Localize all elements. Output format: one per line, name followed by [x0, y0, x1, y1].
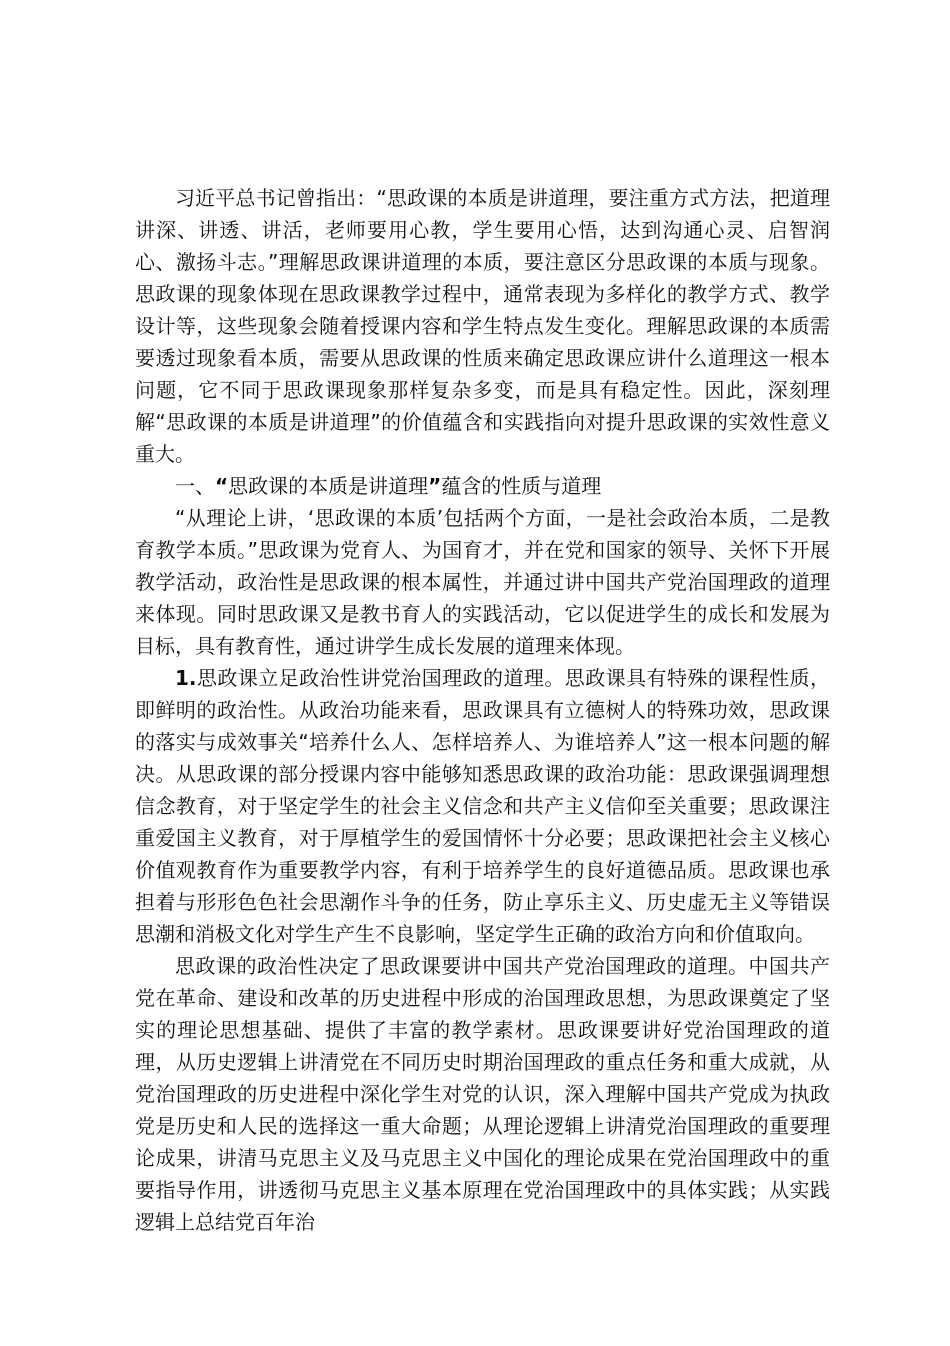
heading-suffix: 蕴含的性质与道理	[441, 474, 602, 498]
paragraph-governance: 思政课的政治性决定了思政课要讲中国共产党治国理政的道理。中国共产党在革命、建设和改革的历史进程中形成的治国理政思想，为思政课奠定了坚实的理论思想基础、提供了丰富的教学素材。思政课要讲好党治国理政的道理，从历史逻辑上讲清党在不同历史时期治国理政的重点任务和重大成就，从党治国理政的历史进程中深化学生对党的认识，深入理解中国共产党成为执政党是历史和人民的选择这一重大命题；从理论逻辑上讲清党治国理政的重要理论成果，讲清马克思主义及马克思主义中国化的理论成果在党治国理政中的重要指导作用，讲透彻马克思主义基本原理在党治国理政中的具体实践；从实践逻辑上总结党百年治	[135, 954, 830, 1234]
item-number: 1.	[175, 666, 197, 690]
heading-number: 一、	[175, 474, 215, 498]
paragraph-nature: “从理论上讲，‘思政课的本质’包括两个方面，一是社会政治本质，二是教育教学本质。”思政课为党育人、为国育才，并在党和国家的领导、关怀下开展教学活动，政治性是思政课的根本属性，并通过讲中国共产党治国理政的道理来体现。同时思政课又是教书育人的实践活动，它以促进学生的成长和发展为目标，具有教育性，通过讲学生成长发展的道理来体现。	[135, 506, 830, 658]
heading-text: 思政课的本质是讲道理	[228, 474, 429, 498]
item-text: 思政课立足政治性讲党治国理政的道理。思政课具有特殊的课程性质，即鲜明的政治性。从政治功能来看，思政课具有立德树人的特殊功效，思政课的落实与成效事关“培养什么人、怎样培养人、为谁培养人”这一根本问题的解决。从思政课的部分授课内容中能够知悉思政课的政治功能：思政课强调理想信念教育，对于坚定学生的社会主义信念和共产主义信仰至关重要；思政课注重爱国主义教育，对于厚植学生的爱国情怀十分必要；思政课把社会主义核心价值观教育作为重要教学内容，有利于培养学生的良好道德品质。思政课也承担着与形形色色社会思潮作斗争的任务，防止享乐主义、历史虚无主义等错误思潮和消极文化对学生产生不良影响，坚定学生正确的政治方向和价值取向。	[135, 666, 830, 946]
heading-close-quote: ”	[428, 474, 442, 498]
section-heading-1	[135, 470, 830, 502]
paragraph-intro: 习近平总书记曾指出：“思政课的本质是讲道理，要注重方式方法，把道理讲深、讲透、讲活，老师要用心教，学生要用心悟，达到沟通心灵、启智润心、激扬斗志。”理解思政课讲道理的本质，要注意区分思政课的本质与现象。思政课的现象体现在思政课教学过程中，通常表现为多样化的教学方式、教学设计等，这些现象会随着授课内容和学生特点发生变化。理解思政课的本质需要透过现象看本质，需要从思政课的性质来确定思政课应讲什么道理这一根本问题，它不同于思政课现象那样复杂多变，而是具有稳定性。因此，深刻理解“思政课的本质是讲道理”的价值蕴含和实践指向对提升思政课的实效性意义重大。	[135, 186, 830, 466]
heading-open-quote: “	[215, 474, 229, 498]
paragraph-politics	[135, 662, 830, 950]
document-body	[135, 182, 830, 1238]
